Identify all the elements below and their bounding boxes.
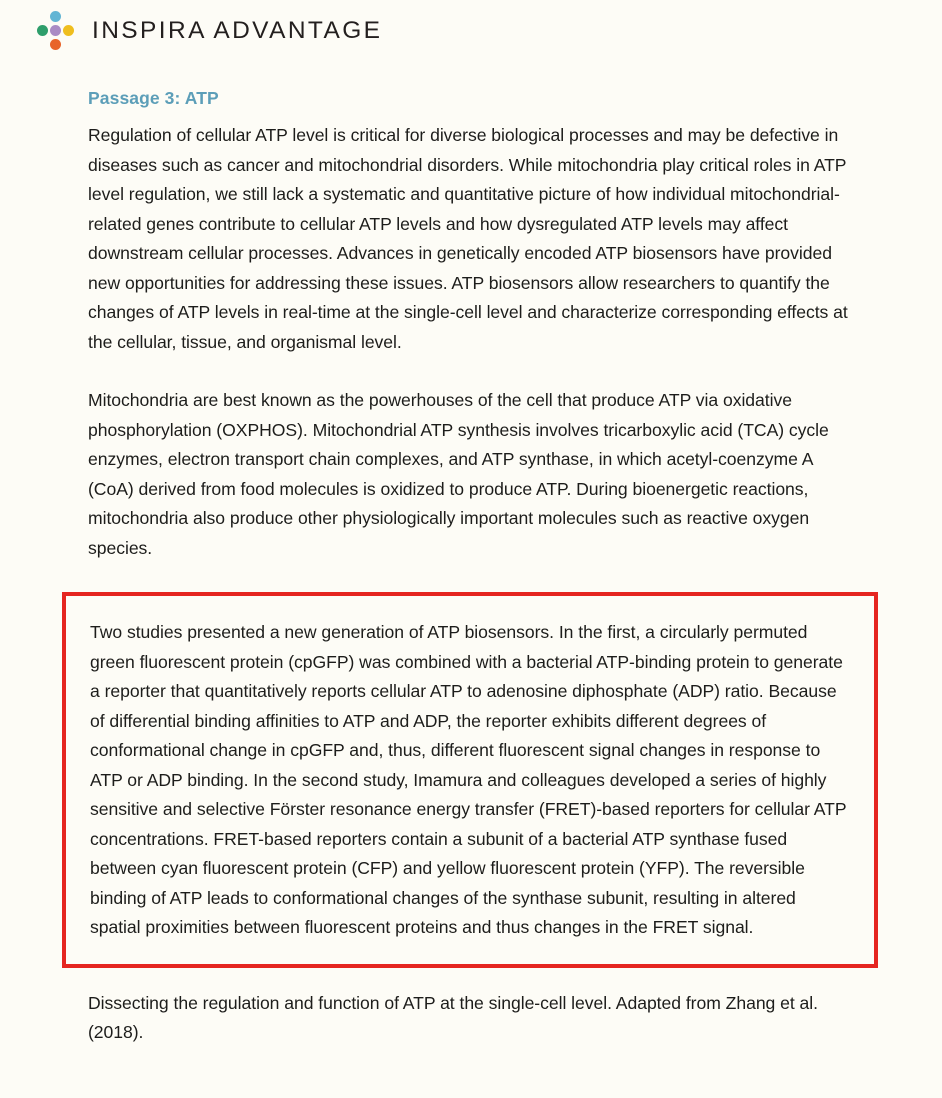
passage-paragraph-1: Regulation of cellular ATP level is critical for diverse biological processes and may be defective in diseases such as cancer and mitochondrial disorders. While mitochondria play critical roles in ATP level regulation, we still lack a systematic and quantitative picture of how individual mitochondrial-related genes contribute to cellular ATP levels and how dysregulated ATP levels may affect downstream cellular processes. Advances in genetically encoded ATP biosensors have provided new opportunities for addressing these issues. ATP biosensors allow researchers to quantify the changes of ATP levels in real-time at the single-cell level and characterize corresponding effects at the cellular, tissue, and organismal level. (88, 125, 848, 352)
passage-paragraph-2: Mitochondria are best known as the powerhouses of the cell that produce ATP via oxidative phosphorylation (OXPHOS). Mitochondrial ATP synthesis involves tricarboxylic acid (TCA) cycle enzymes, electron transport chain complexes, and ATP synthase, in which acetyl-coenzyme A (CoA) derived from food molecules is oxidized to produce ATP. During bioenergetic reactions, mitochondria also produce other physiologically important molecules such as reactive oxygen species. (88, 390, 829, 558)
passage-attribution: Dissecting the regulation and function of ATP at the single-cell level. Adapted from Zhang et al. (2018). (88, 992, 818, 1042)
passage-content (88, 88, 856, 1048)
brand-wordmark: INSPIRA ADVANTAGE (92, 16, 383, 44)
site-logo[interactable] (34, 10, 382, 52)
logo-dot-left-icon (37, 25, 48, 36)
passage-paragraph-highlighted: Two studies presented a new generation of ATP biosensors. In the first, a circularly permuted green fluorescent protein (cpGFP) was combined with a bacterial ATP-binding protein to generate a reporter that quantitatively reports cellular ATP to adenosine diphosphate (ADP) ratio. Because of differential binding affinities to ATP and ADP, the reporter exhibits different degrees of conformational change in cpGFP and, thus, different fluorescent signal changes in response to ATP or ADP binding. In the second study, Imamura and colleagues developed a series of highly sensitive and selective Förster resonance energy transfer (FRET)-based reporters for cellular ATP concentrations. FRET-based reporters contain a subunit of a bacterial ATP synthase fused between cyan fluorescent protein (CFP) and yellow fluorescent protein (YFP). The reversible binding of ATP leads to conformational changes of the synthase subunit, resulting in altered spatial proximities between fluorescent proteins and thus changes in the FRET signal. (90, 622, 847, 937)
logo-dot-right-icon (63, 25, 74, 36)
inspira-dots-icon (34, 10, 78, 52)
logo-dot-bottom-icon (50, 39, 61, 50)
passage-heading: Passage 3: ATP (88, 88, 219, 108)
logo-dot-center-icon (50, 25, 61, 36)
logo-dot-top-icon (50, 11, 61, 22)
highlighted-passage-box (62, 592, 878, 968)
